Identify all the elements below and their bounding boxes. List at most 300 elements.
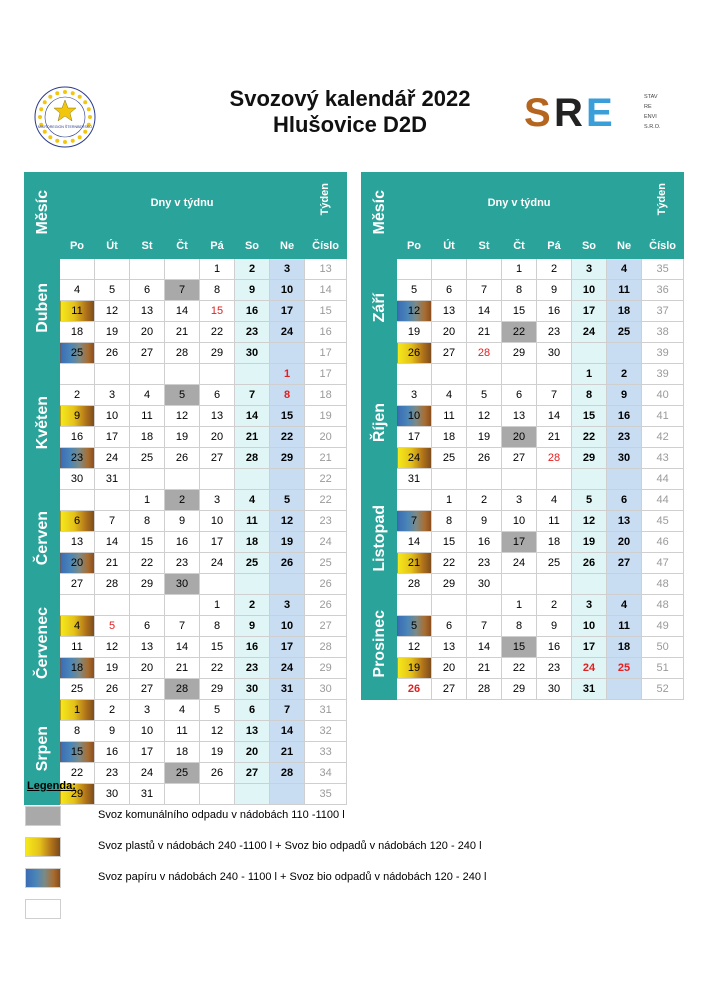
day-cell: 26	[397, 343, 432, 364]
day-cell	[270, 574, 305, 595]
week-row	[25, 616, 347, 637]
day-cell: 14	[467, 637, 502, 658]
day-cell: 21	[537, 427, 572, 448]
day-cell: 26	[165, 448, 200, 469]
day-cell: 28	[537, 448, 572, 469]
day-cell: 1	[200, 595, 235, 616]
day-cell: 7	[467, 280, 502, 301]
day-cell: 10	[502, 511, 537, 532]
day-cell: 15	[432, 532, 467, 553]
day-cell	[200, 469, 235, 490]
day-cell: 15	[130, 532, 165, 553]
day-cell: 24	[95, 448, 130, 469]
week-number: 44	[642, 490, 684, 511]
day-cell: 19	[467, 427, 502, 448]
day-cell: 17	[397, 427, 432, 448]
header-row	[25, 173, 347, 234]
week-row	[25, 259, 347, 280]
day-cell	[467, 469, 502, 490]
week-number: 30	[305, 679, 347, 700]
day-cell: 31	[572, 679, 607, 700]
header-day-1: Út	[95, 234, 130, 259]
week-row	[362, 406, 684, 427]
header-month	[362, 173, 397, 259]
day-cell: 28	[235, 448, 270, 469]
day-cell: 2	[60, 385, 95, 406]
day-cell: 19	[165, 427, 200, 448]
day-cell: 9	[235, 280, 270, 301]
week-row	[25, 553, 347, 574]
day-cell: 17	[95, 427, 130, 448]
day-cell: 20	[235, 742, 270, 763]
day-cell	[60, 595, 95, 616]
day-cell: 16	[537, 301, 572, 322]
day-cell: 2	[467, 490, 502, 511]
legend-text-yellow: Svoz plastů v nádobách 240 -1100 l + Svoz bio odpadů v nádobách 120 - 240 l	[98, 840, 482, 852]
day-cell: 4	[537, 490, 572, 511]
day-cell: 14	[235, 406, 270, 427]
day-cell: 11	[130, 406, 165, 427]
week-number: 36	[642, 280, 684, 301]
day-cell: 24	[270, 658, 305, 679]
day-cell: 20	[432, 658, 467, 679]
day-cell: 3	[130, 700, 165, 721]
day-cell: 11	[607, 280, 642, 301]
week-number: 41	[642, 406, 684, 427]
day-cell: 4	[165, 700, 200, 721]
week-number: 46	[642, 532, 684, 553]
month-cell	[25, 259, 60, 364]
svg-text:R: R	[554, 91, 583, 134]
day-cell: 2	[607, 364, 642, 385]
month-cell	[25, 595, 60, 700]
day-cell: 30	[165, 574, 200, 595]
day-cell: 12	[95, 637, 130, 658]
day-cell: 31	[130, 784, 165, 805]
day-cell: 10	[130, 721, 165, 742]
header-row	[362, 173, 684, 234]
header-days-in-week	[397, 173, 642, 234]
week-number: 22	[305, 490, 347, 511]
day-cell: 9	[607, 385, 642, 406]
day-cell	[235, 574, 270, 595]
day-cell: 31	[270, 679, 305, 700]
day-cell: 13	[130, 301, 165, 322]
day-cell: 28	[467, 679, 502, 700]
day-cell: 4	[60, 280, 95, 301]
week-row	[25, 658, 347, 679]
week-row	[362, 553, 684, 574]
day-cell: 12	[95, 301, 130, 322]
month-name: Říjen	[370, 403, 388, 443]
svg-text:MIKROREGION ŠTERNBERSKO: MIKROREGION ŠTERNBERSKO	[37, 125, 93, 129]
day-cell: 26	[270, 553, 305, 574]
day-cell: 1	[502, 259, 537, 280]
day-cell: 17	[130, 742, 165, 763]
day-cell: 8	[502, 616, 537, 637]
header-day-5: So	[572, 234, 607, 259]
day-cell: 1	[60, 700, 95, 721]
header-day-3: Čt	[165, 234, 200, 259]
day-cell: 8	[572, 385, 607, 406]
week-row	[25, 322, 347, 343]
month-name: Září	[370, 292, 388, 323]
day-cell: 11	[235, 511, 270, 532]
day-cell: 18	[432, 427, 467, 448]
day-cell: 23	[537, 658, 572, 679]
day-cell: 14	[397, 532, 432, 553]
day-cell	[397, 259, 432, 280]
week-number: 42	[642, 427, 684, 448]
day-cell: 2	[537, 259, 572, 280]
day-cell: 10	[200, 511, 235, 532]
day-cell: 25	[235, 553, 270, 574]
week-number: 31	[305, 700, 347, 721]
day-cell: 24	[572, 322, 607, 343]
day-cell	[270, 343, 305, 364]
week-row	[25, 406, 347, 427]
week-number: 33	[305, 742, 347, 763]
day-cell: 24	[572, 658, 607, 679]
day-cell: 21	[397, 553, 432, 574]
week-row	[362, 301, 684, 322]
month-cell	[25, 364, 60, 490]
day-cell: 31	[397, 469, 432, 490]
day-cell: 22	[432, 553, 467, 574]
day-cell: 9	[95, 721, 130, 742]
week-number: 38	[642, 322, 684, 343]
week-number: 17	[305, 364, 347, 385]
day-cell: 20	[432, 322, 467, 343]
header-day-0: Po	[397, 234, 432, 259]
day-cell	[502, 469, 537, 490]
day-cell: 11	[60, 637, 95, 658]
day-cell: 30	[467, 574, 502, 595]
header-day-2: St	[467, 234, 502, 259]
day-cell	[607, 469, 642, 490]
day-cell: 7	[235, 385, 270, 406]
day-cell	[165, 469, 200, 490]
week-number: 18	[305, 385, 347, 406]
company-logo	[524, 90, 664, 134]
day-cell: 27	[235, 763, 270, 784]
day-cell: 28	[165, 343, 200, 364]
day-cell	[270, 469, 305, 490]
day-cell: 17	[200, 532, 235, 553]
day-cell: 25	[537, 553, 572, 574]
week-row	[25, 427, 347, 448]
day-cell	[95, 364, 130, 385]
day-cell: 14	[165, 301, 200, 322]
week-number: 24	[305, 532, 347, 553]
day-cell: 16	[467, 532, 502, 553]
day-cell: 29	[200, 679, 235, 700]
day-cell: 14	[467, 301, 502, 322]
week-number: 43	[642, 448, 684, 469]
day-cell: 30	[235, 343, 270, 364]
day-cell: 12	[200, 721, 235, 742]
day-cell: 30	[537, 343, 572, 364]
day-cell	[537, 574, 572, 595]
day-cell: 25	[432, 448, 467, 469]
week-row	[25, 637, 347, 658]
week-row	[362, 595, 684, 616]
day-cell: 1	[432, 490, 467, 511]
week-number: 16	[305, 322, 347, 343]
day-cell: 30	[235, 679, 270, 700]
day-cell: 23	[60, 448, 95, 469]
day-cell	[165, 364, 200, 385]
week-number: 40	[642, 385, 684, 406]
day-cell: 14	[165, 637, 200, 658]
title-line-1: Svozový kalendář 2022	[229, 86, 471, 111]
week-number: 47	[642, 553, 684, 574]
day-cell	[165, 595, 200, 616]
legend-swatch-gray	[25, 806, 61, 826]
day-cell: 21	[165, 658, 200, 679]
week-row	[25, 721, 347, 742]
day-cell: 6	[200, 385, 235, 406]
day-cell	[572, 574, 607, 595]
day-cell	[200, 364, 235, 385]
day-cell: 19	[95, 658, 130, 679]
day-cell: 21	[270, 742, 305, 763]
day-cell: 3	[572, 259, 607, 280]
day-cell: 9	[235, 616, 270, 637]
day-cell	[467, 259, 502, 280]
week-number: 28	[305, 637, 347, 658]
week-number: 45	[642, 511, 684, 532]
day-cell: 3	[397, 385, 432, 406]
week-row	[362, 616, 684, 637]
month-cell	[362, 490, 397, 595]
day-cell: 20	[60, 553, 95, 574]
day-cell: 12	[467, 406, 502, 427]
week-number: 39	[642, 364, 684, 385]
day-cell: 24	[397, 448, 432, 469]
day-cell	[235, 364, 270, 385]
day-cell: 17	[572, 637, 607, 658]
header-number: Číslo	[642, 234, 684, 259]
week-number: 25	[305, 553, 347, 574]
day-cell	[502, 574, 537, 595]
day-cell	[95, 490, 130, 511]
day-cell: 18	[235, 532, 270, 553]
day-cell: 5	[165, 385, 200, 406]
day-cell	[60, 490, 95, 511]
day-cell: 7	[165, 280, 200, 301]
month-name: Květen	[33, 396, 51, 450]
week-row	[25, 448, 347, 469]
header-week	[642, 173, 684, 234]
week-number: 22	[305, 469, 347, 490]
week-number: 52	[642, 679, 684, 700]
day-cell: 25	[60, 679, 95, 700]
day-cell: 10	[572, 616, 607, 637]
day-cell: 22	[270, 427, 305, 448]
week-row	[362, 511, 684, 532]
month-cell	[362, 259, 397, 364]
header-number: Číslo	[305, 234, 347, 259]
day-cell: 11	[432, 406, 467, 427]
day-cell: 23	[607, 427, 642, 448]
week-row	[362, 364, 684, 385]
header-day-4: Pá	[200, 234, 235, 259]
day-cell: 30	[95, 784, 130, 805]
week-number: 15	[305, 301, 347, 322]
day-cell: 27	[130, 343, 165, 364]
week-row	[25, 574, 347, 595]
day-cell	[397, 364, 432, 385]
day-cell: 15	[270, 406, 305, 427]
day-cell: 15	[200, 637, 235, 658]
day-cell: 20	[502, 427, 537, 448]
day-cell: 14	[95, 532, 130, 553]
week-number: 23	[305, 511, 347, 532]
page-title	[120, 86, 580, 138]
day-cell: 22	[502, 658, 537, 679]
day-cell	[60, 364, 95, 385]
header-month-label: Měsíc	[370, 189, 388, 235]
day-cell: 6	[432, 280, 467, 301]
day-cell: 2	[165, 490, 200, 511]
day-cell: 4	[432, 385, 467, 406]
day-cell: 10	[397, 406, 432, 427]
day-cell: 13	[502, 406, 537, 427]
day-cell: 28	[165, 679, 200, 700]
header-day-6: Ne	[270, 234, 305, 259]
day-cell: 11	[537, 511, 572, 532]
day-cell	[502, 364, 537, 385]
day-cell: 30	[607, 448, 642, 469]
week-number: 44	[642, 469, 684, 490]
day-cell: 6	[607, 490, 642, 511]
week-number: 17	[305, 343, 347, 364]
week-row	[25, 343, 347, 364]
day-cell: 10	[95, 406, 130, 427]
day-cell: 28	[95, 574, 130, 595]
day-cell: 27	[130, 679, 165, 700]
week-row	[362, 385, 684, 406]
day-cell: 25	[60, 343, 95, 364]
day-cell: 9	[537, 616, 572, 637]
day-cell: 6	[432, 616, 467, 637]
day-cell: 31	[95, 469, 130, 490]
day-cell	[95, 595, 130, 616]
day-cell: 1	[130, 490, 165, 511]
week-number: 48	[642, 595, 684, 616]
week-number: 26	[305, 595, 347, 616]
week-row	[362, 322, 684, 343]
header-day-3: Čt	[502, 234, 537, 259]
day-cell	[607, 679, 642, 700]
day-cell: 26	[572, 553, 607, 574]
day-cell: 1	[502, 595, 537, 616]
month-name: Červenec	[33, 607, 51, 680]
day-cell: 8	[200, 280, 235, 301]
day-cell: 5	[95, 616, 130, 637]
month-name: Prosinec	[370, 609, 388, 678]
day-cell: 8	[270, 385, 305, 406]
day-cell: 27	[60, 574, 95, 595]
day-cell: 28	[270, 763, 305, 784]
day-cell: 5	[572, 490, 607, 511]
day-cell: 12	[270, 511, 305, 532]
day-cell: 4	[60, 616, 95, 637]
day-cell: 2	[537, 595, 572, 616]
day-cell: 26	[95, 343, 130, 364]
day-cell: 8	[502, 280, 537, 301]
week-row	[25, 469, 347, 490]
week-number: 26	[305, 574, 347, 595]
day-cell: 17	[502, 532, 537, 553]
day-cell: 13	[200, 406, 235, 427]
day-cell: 16	[537, 637, 572, 658]
day-cell: 5	[397, 280, 432, 301]
day-cell: 13	[432, 637, 467, 658]
week-number: 34	[305, 763, 347, 784]
day-cell: 5	[200, 700, 235, 721]
month-name: Duben	[33, 282, 51, 333]
day-cell	[130, 259, 165, 280]
day-cell: 1	[572, 364, 607, 385]
week-number: 49	[642, 616, 684, 637]
day-cell: 20	[607, 532, 642, 553]
day-cell: 2	[95, 700, 130, 721]
week-row	[362, 343, 684, 364]
day-cell: 5	[467, 385, 502, 406]
day-cell	[130, 364, 165, 385]
header-day-2: St	[130, 234, 165, 259]
day-cell: 10	[572, 280, 607, 301]
day-cell: 12	[397, 301, 432, 322]
day-cell	[200, 574, 235, 595]
day-cell	[607, 574, 642, 595]
day-cell: 29	[130, 574, 165, 595]
day-cell: 7	[270, 700, 305, 721]
week-row	[362, 637, 684, 658]
day-cell	[200, 784, 235, 805]
week-row	[25, 364, 347, 385]
week-row	[362, 280, 684, 301]
calendar-right	[361, 172, 684, 700]
day-cell: 18	[607, 637, 642, 658]
day-cell: 29	[572, 448, 607, 469]
day-cell: 6	[60, 511, 95, 532]
day-cell: 11	[60, 301, 95, 322]
day-cell: 24	[200, 553, 235, 574]
day-cell: 13	[60, 532, 95, 553]
day-cell: 11	[165, 721, 200, 742]
day-cell: 22	[502, 322, 537, 343]
legend-title: Legenda:	[27, 780, 76, 792]
day-cell	[397, 490, 432, 511]
week-row	[362, 490, 684, 511]
day-cell: 8	[60, 721, 95, 742]
title-line-2: Hlušovice D2D	[272, 112, 428, 137]
day-cell: 22	[200, 658, 235, 679]
day-cell: 18	[537, 532, 572, 553]
day-cell: 2	[235, 595, 270, 616]
legend-swatch-empty	[25, 899, 61, 919]
week-number: 39	[642, 343, 684, 364]
day-cell: 16	[60, 427, 95, 448]
day-cell: 16	[235, 301, 270, 322]
day-cell: 27	[502, 448, 537, 469]
day-cell: 6	[502, 385, 537, 406]
day-cell: 12	[572, 511, 607, 532]
day-cell: 9	[60, 406, 95, 427]
